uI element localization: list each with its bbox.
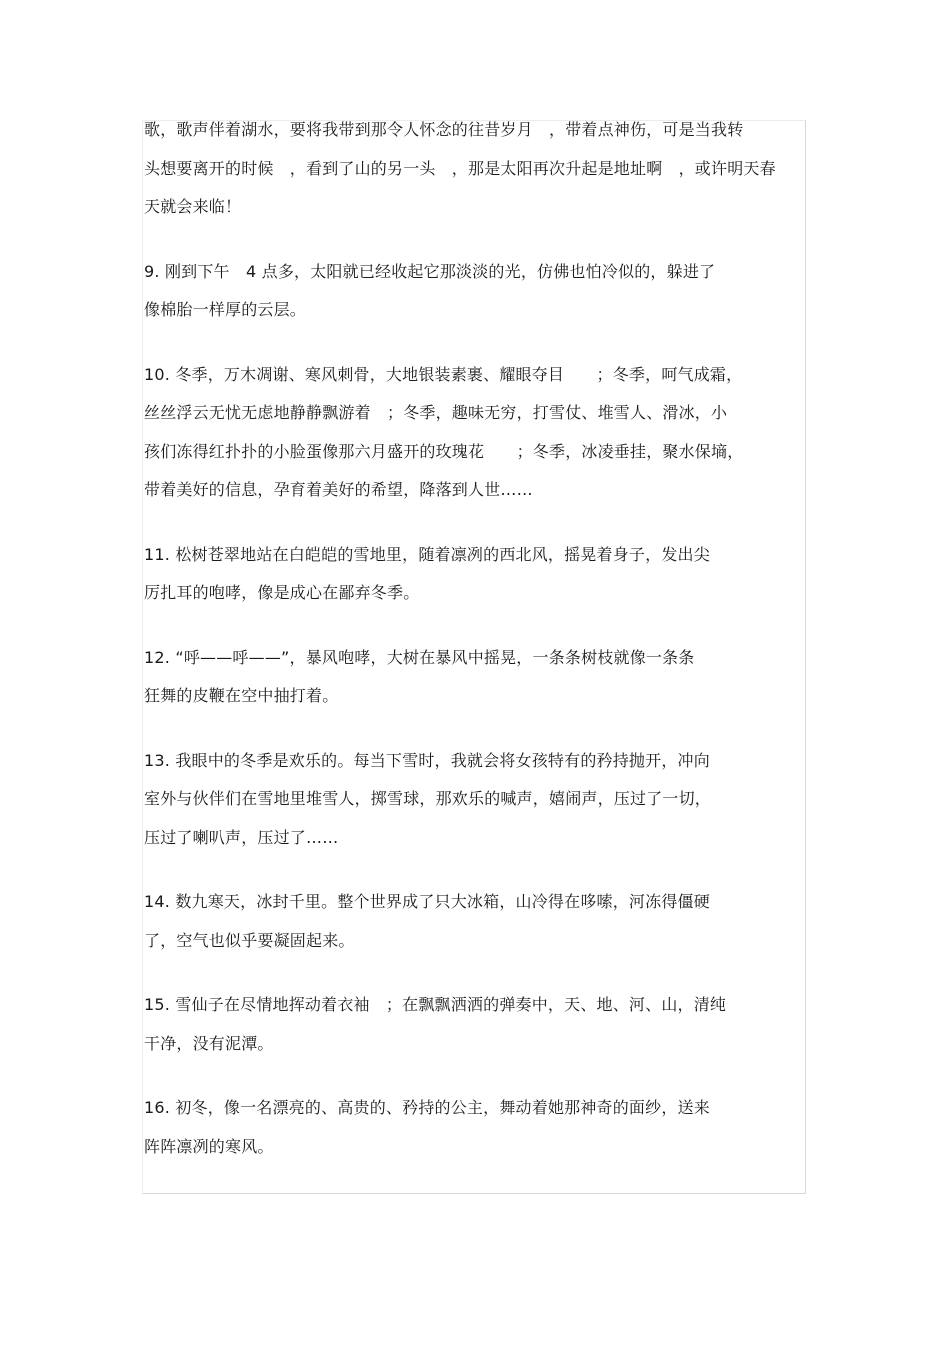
- paragraph-intro: [144, 111, 804, 227]
- paragraph-16: [144, 1089, 804, 1166]
- paragraph-11: [144, 536, 804, 613]
- text-line: 干净，没有泥潭。: [144, 1033, 274, 1053]
- text-line: 16. 初冬，像一名漂亮的、高贵的、矜持的公主，舞动着她那神奇的面纱，送来: [144, 1098, 710, 1117]
- text-line: 9. 刚到下午 4 点多，太阳就已经收起它那淡淡的光，仿佛也怕冷似的，躲进了: [144, 261, 716, 281]
- text-line: 了，空气也似乎要凝固起来。: [144, 930, 355, 950]
- text-line: 15. 雪仙子在尽情地挥动着衣袖 ；在飘飘洒洒的弹奏中，天、地、河、山，清纯: [144, 995, 727, 1014]
- text-line: 厉扎耳的咆哮，像是成心在鄙弃冬季。: [144, 583, 420, 602]
- text-line: 压过了喇叭声，压过了……: [144, 827, 339, 847]
- text-line: 14. 数九寒天，冰封千里。整个世界成了只大冰箱，山冷得在哆嗦，河冻得僵硬: [144, 892, 710, 911]
- text-line: 歌，歌声伴着湖水，要将我带到那令人怀念的往昔岁月 ，带着点神伤，可是当我转: [144, 120, 744, 139]
- text-line: 10. 冬季，万木凋谢、寒风刺骨，大地银装素裹、耀眼夺目 ；冬季，呵气成霜，: [144, 364, 743, 384]
- text-line: 带着美好的信息，孕育着美好的希望，降落到人世……: [144, 480, 533, 499]
- text-line: 像棉胎一样厚的云层。: [144, 300, 307, 319]
- paragraph-10: [144, 356, 804, 510]
- text-line: 11. 松树苍翠地站在白皑皑的雪地里，随着凛冽的西北风，摇晃着身子，发出尖: [144, 544, 710, 564]
- paragraph-9: [144, 253, 804, 330]
- document-body: [144, 111, 804, 1166]
- text-line: 阵阵凛冽的寒风。: [144, 1136, 274, 1156]
- paragraph-15: [144, 986, 804, 1063]
- text-line: 室外与伙伴们在雪地里堆雪人，掷雪球，那欢乐的喊声，嬉闹声，压过了一切，: [144, 789, 712, 808]
- paragraph-13: [144, 742, 804, 858]
- text-line: 12. “呼——呼——”，暴风咆哮，大树在暴风中摇晃，一条条树枝就像一条条: [144, 647, 695, 667]
- text-line: 孩们冻得红扑扑的小脸蛋像那六月盛开的玫瑰花 ；冬季，冰凌垂挂，聚水保墒，: [144, 441, 744, 461]
- paragraph-12: [144, 639, 804, 716]
- text-line: 天就会来临！: [144, 197, 242, 216]
- text-line: 头想要离开的时候 ，看到了山的另一头 ，那是太阳再次升起是地址啊 ，或许明天春: [144, 158, 776, 178]
- text-line: 13. 我眼中的冬季是欢乐的。每当下雪时，我就会将女孩特有的矜持抛开，冲向: [144, 750, 710, 770]
- text-line: 丝丝浮云无忧无虑地静静飘游着 ；冬季，趣味无穷，打雪仗、堆雪人、滑冰，小: [144, 403, 728, 422]
- text-line: 狂舞的皮鞭在空中抽打着。: [144, 686, 339, 705]
- paragraph-14: [144, 883, 804, 960]
